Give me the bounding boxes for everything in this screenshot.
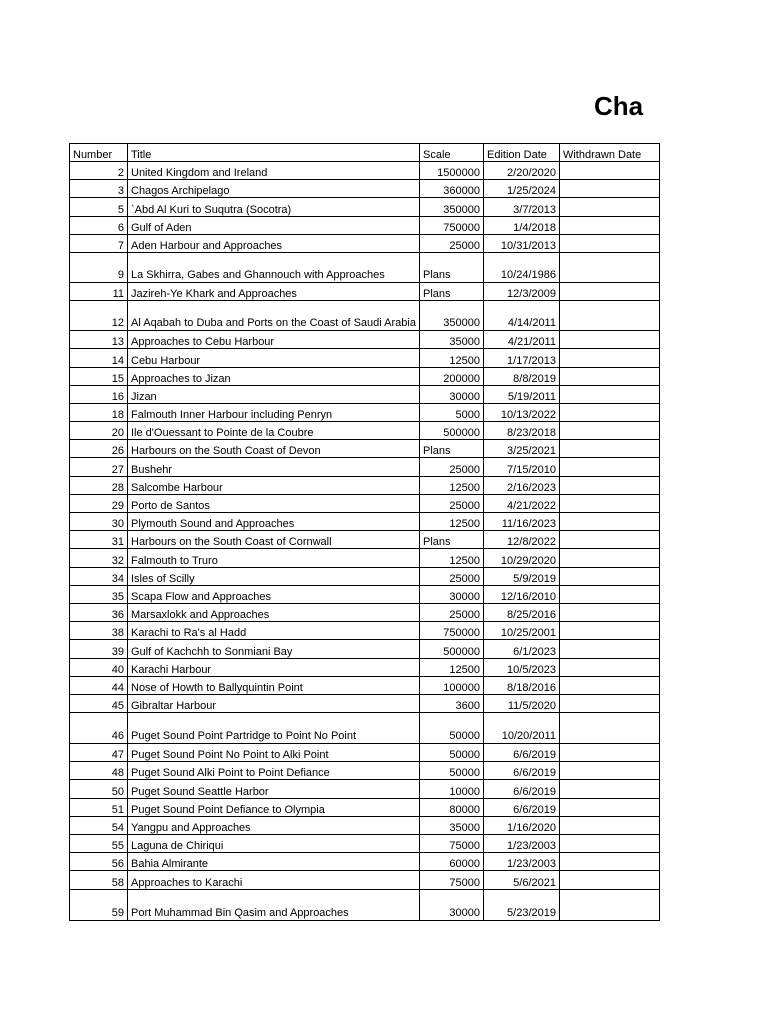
withdrawn-date-cell[interactable] bbox=[559, 252, 659, 282]
table-row bbox=[70, 162, 660, 180]
chart-title-cell[interactable]: Gulf of Kachchh to Sonmiani Bay bbox=[128, 640, 420, 658]
chart-scale-cell[interactable]: 50000 bbox=[419, 762, 483, 780]
withdrawn-date-cell[interactable] bbox=[559, 585, 659, 603]
chart-title-cell[interactable]: Bahia Almirante bbox=[128, 853, 420, 871]
table-row bbox=[70, 422, 660, 440]
chart-scale-cell[interactable]: 35000 bbox=[419, 816, 483, 834]
table-row bbox=[70, 585, 660, 603]
withdrawn-date-cell[interactable] bbox=[559, 458, 659, 476]
chart-title-cell[interactable]: Yangpu and Approaches bbox=[128, 816, 420, 834]
table-row bbox=[70, 744, 660, 762]
chart-scale-cell[interactable]: 12500 bbox=[419, 513, 483, 531]
chart-title-cell[interactable]: Aden Harbour and Approaches bbox=[128, 234, 420, 252]
withdrawn-date-cell[interactable] bbox=[559, 780, 659, 798]
table-row bbox=[70, 385, 660, 403]
chart-scale-cell[interactable]: 12500 bbox=[419, 349, 483, 367]
chart-scale-cell[interactable]: 10000 bbox=[419, 780, 483, 798]
withdrawn-date-cell[interactable] bbox=[559, 871, 659, 889]
chart-title-cell[interactable]: Gulf of Aden bbox=[128, 216, 420, 234]
chart-scale-cell[interactable]: 75000 bbox=[419, 835, 483, 853]
table-row bbox=[70, 494, 660, 512]
chart-number-cell[interactable]: 50 bbox=[70, 780, 128, 798]
edition-date-cell[interactable]: 5/6/2021 bbox=[483, 871, 559, 889]
edition-date-cell[interactable]: 1/23/2003 bbox=[483, 835, 559, 853]
chart-number-cell[interactable]: 35 bbox=[70, 585, 128, 603]
chart-scale-cell[interactable]: 5000 bbox=[419, 403, 483, 421]
edition-date-cell[interactable]: 1/23/2003 bbox=[483, 853, 559, 871]
chart-title-cell[interactable]: La Skhirra, Gabes and Ghannouch with Approaches bbox=[128, 252, 420, 282]
edition-date-cell[interactable]: 1/4/2018 bbox=[483, 216, 559, 234]
edition-date-cell[interactable]: 6/6/2019 bbox=[483, 762, 559, 780]
withdrawn-date-cell[interactable] bbox=[559, 713, 659, 744]
chart-number-cell[interactable]: 54 bbox=[70, 816, 128, 834]
chart-title-cell[interactable]: Marsaxlokk and Approaches bbox=[128, 603, 420, 621]
withdrawn-date-cell[interactable] bbox=[559, 367, 659, 385]
chart-number-cell[interactable]: 44 bbox=[70, 676, 128, 694]
table-row bbox=[70, 835, 660, 853]
chart-number-cell[interactable]: 2 bbox=[70, 162, 128, 180]
edition-date-cell[interactable]: 8/18/2016 bbox=[483, 676, 559, 694]
chart-scale-cell[interactable]: 750000 bbox=[419, 216, 483, 234]
edition-date-cell[interactable]: 1/17/2013 bbox=[483, 349, 559, 367]
edition-date-cell[interactable]: 1/16/2020 bbox=[483, 816, 559, 834]
edition-date-cell[interactable]: 10/13/2022 bbox=[483, 403, 559, 421]
chart-number-cell[interactable]: 36 bbox=[70, 603, 128, 621]
table-body bbox=[70, 162, 660, 921]
table-row bbox=[70, 234, 660, 252]
edition-date-cell[interactable]: 5/23/2019 bbox=[483, 889, 559, 920]
chart-number-cell[interactable]: 18 bbox=[70, 403, 128, 421]
withdrawn-date-cell[interactable] bbox=[559, 234, 659, 252]
table-row bbox=[70, 458, 660, 476]
chart-scale-cell[interactable]: 1500000 bbox=[419, 162, 483, 180]
chart-scale-cell[interactable]: 100000 bbox=[419, 676, 483, 694]
chart-number-cell[interactable]: 11 bbox=[70, 282, 128, 300]
table-row bbox=[70, 367, 660, 385]
withdrawn-date-cell[interactable] bbox=[559, 694, 659, 712]
chart-title-cell[interactable]: Salcombe Harbour bbox=[128, 476, 420, 494]
chart-title-cell[interactable]: Bushehr bbox=[128, 458, 420, 476]
chart-scale-cell[interactable]: 500000 bbox=[419, 422, 483, 440]
table-row bbox=[70, 780, 660, 798]
charts-table bbox=[69, 143, 660, 921]
chart-scale-cell[interactable]: 60000 bbox=[419, 853, 483, 871]
table-row bbox=[70, 640, 660, 658]
edition-date-cell[interactable]: 4/21/2011 bbox=[483, 331, 559, 349]
edition-date-cell[interactable]: 8/23/2018 bbox=[483, 422, 559, 440]
edition-date-cell[interactable]: 12/16/2010 bbox=[483, 585, 559, 603]
chart-scale-cell[interactable]: 3600 bbox=[419, 694, 483, 712]
edition-date-cell[interactable]: 6/6/2019 bbox=[483, 798, 559, 816]
table-row bbox=[70, 301, 660, 331]
withdrawn-date-cell[interactable] bbox=[559, 476, 659, 494]
chart-number-cell[interactable]: 38 bbox=[70, 622, 128, 640]
chart-scale-cell[interactable]: 25000 bbox=[419, 494, 483, 512]
table-row bbox=[70, 816, 660, 834]
chart-number-cell[interactable]: 29 bbox=[70, 494, 128, 512]
chart-scale-cell[interactable]: 50000 bbox=[419, 744, 483, 762]
chart-number-cell[interactable]: 6 bbox=[70, 216, 128, 234]
withdrawn-date-cell[interactable] bbox=[559, 162, 659, 180]
withdrawn-date-cell[interactable] bbox=[559, 835, 659, 853]
table-row bbox=[70, 349, 660, 367]
chart-scale-cell[interactable]: 30000 bbox=[419, 585, 483, 603]
withdrawn-date-cell[interactable] bbox=[559, 549, 659, 567]
chart-number-cell[interactable]: 48 bbox=[70, 762, 128, 780]
edition-date-cell[interactable]: 10/5/2023 bbox=[483, 658, 559, 676]
withdrawn-date-cell[interactable] bbox=[559, 676, 659, 694]
chart-number-cell[interactable]: 13 bbox=[70, 331, 128, 349]
withdrawn-date-cell[interactable] bbox=[559, 422, 659, 440]
chart-scale-cell[interactable]: 750000 bbox=[419, 622, 483, 640]
edition-date-cell[interactable]: 2/20/2020 bbox=[483, 162, 559, 180]
table-row bbox=[70, 198, 660, 216]
chart-number-cell[interactable]: 45 bbox=[70, 694, 128, 712]
chart-title-cell[interactable]: Gibraltar Harbour bbox=[128, 694, 420, 712]
withdrawn-date-cell[interactable] bbox=[559, 349, 659, 367]
edition-date-cell[interactable]: 11/5/2020 bbox=[483, 694, 559, 712]
table-row bbox=[70, 252, 660, 282]
edition-date-cell[interactable]: 4/21/2022 bbox=[483, 494, 559, 512]
chart-scale-cell[interactable]: Plans bbox=[419, 440, 483, 458]
edition-date-cell[interactable]: 10/24/1986 bbox=[483, 252, 559, 282]
withdrawn-date-cell[interactable] bbox=[559, 640, 659, 658]
chart-number-cell[interactable]: 31 bbox=[70, 531, 128, 549]
chart-number-cell[interactable]: 16 bbox=[70, 385, 128, 403]
chart-number-cell[interactable]: 58 bbox=[70, 871, 128, 889]
chart-title-cell[interactable]: Puget Sound Point Defiance to Olympia bbox=[128, 798, 420, 816]
withdrawn-date-cell[interactable] bbox=[559, 513, 659, 531]
chart-title-cell[interactable]: United Kingdom and Ireland bbox=[128, 162, 420, 180]
edition-date-cell[interactable]: 10/31/2013 bbox=[483, 234, 559, 252]
table-row bbox=[70, 622, 660, 640]
withdrawn-date-cell[interactable] bbox=[559, 889, 659, 920]
table-row bbox=[70, 513, 660, 531]
chart-scale-cell[interactable]: Plans bbox=[419, 531, 483, 549]
column-header-scale[interactable]: Scale bbox=[419, 144, 483, 162]
table-row bbox=[70, 658, 660, 676]
withdrawn-date-cell[interactable] bbox=[559, 301, 659, 331]
chart-number-cell[interactable]: 51 bbox=[70, 798, 128, 816]
table-row bbox=[70, 331, 660, 349]
chart-number-cell[interactable]: 14 bbox=[70, 349, 128, 367]
column-header-title[interactable]: Title bbox=[128, 144, 420, 162]
chart-number-cell[interactable]: 56 bbox=[70, 853, 128, 871]
chart-scale-cell[interactable]: 30000 bbox=[419, 889, 483, 920]
chart-number-cell[interactable]: 40 bbox=[70, 658, 128, 676]
chart-title-cell[interactable]: Cebu Harbour bbox=[128, 349, 420, 367]
edition-date-cell[interactable]: 8/25/2016 bbox=[483, 603, 559, 621]
chart-number-cell[interactable]: 12 bbox=[70, 301, 128, 331]
chart-title-cell[interactable]: Ile d'Ouessant to Pointe de la Coubre bbox=[128, 422, 420, 440]
withdrawn-date-cell[interactable] bbox=[559, 798, 659, 816]
chart-title-cell[interactable]: Scapa Flow and Approaches bbox=[128, 585, 420, 603]
chart-title-cell[interactable]: Nose of Howth to Ballyquintin Point bbox=[128, 676, 420, 694]
withdrawn-date-cell[interactable] bbox=[559, 816, 659, 834]
chart-title-cell[interactable]: Puget Sound Alki Point to Point Defiance bbox=[128, 762, 420, 780]
chart-scale-cell[interactable]: 75000 bbox=[419, 871, 483, 889]
withdrawn-date-cell[interactable] bbox=[559, 216, 659, 234]
table-row bbox=[70, 713, 660, 744]
chart-title-cell[interactable]: Harbours on the South Coast of Devon bbox=[128, 440, 420, 458]
edition-date-cell[interactable]: 12/8/2022 bbox=[483, 531, 559, 549]
withdrawn-date-cell[interactable] bbox=[559, 331, 659, 349]
chart-title-cell[interactable]: Approaches to Jizan bbox=[128, 367, 420, 385]
chart-scale-cell[interactable]: 25000 bbox=[419, 567, 483, 585]
edition-date-cell[interactable]: 12/3/2009 bbox=[483, 282, 559, 300]
withdrawn-date-cell[interactable] bbox=[559, 385, 659, 403]
edition-date-cell[interactable]: 3/7/2013 bbox=[483, 198, 559, 216]
chart-title-cell[interactable]: Plymouth Sound and Approaches bbox=[128, 513, 420, 531]
edition-date-cell[interactable]: 6/6/2019 bbox=[483, 744, 559, 762]
chart-title-cell[interactable]: Approaches to Karachi bbox=[128, 871, 420, 889]
chart-title-cell[interactable]: Porto de Santos bbox=[128, 494, 420, 512]
chart-scale-cell[interactable]: 350000 bbox=[419, 301, 483, 331]
edition-date-cell[interactable]: 5/19/2011 bbox=[483, 385, 559, 403]
chart-number-cell[interactable]: 32 bbox=[70, 549, 128, 567]
chart-title-cell[interactable]: Puget Sound Seattle Harbor bbox=[128, 780, 420, 798]
chart-number-cell[interactable]: 26 bbox=[70, 440, 128, 458]
edition-date-cell[interactable]: 5/9/2019 bbox=[483, 567, 559, 585]
chart-title-cell[interactable]: Karachi to Ra's al Hadd bbox=[128, 622, 420, 640]
chart-scale-cell[interactable]: 350000 bbox=[419, 198, 483, 216]
table-row bbox=[70, 603, 660, 621]
table-row bbox=[70, 440, 660, 458]
chart-title-cell[interactable]: Approaches to Cebu Harbour bbox=[128, 331, 420, 349]
withdrawn-date-cell[interactable] bbox=[559, 440, 659, 458]
chart-title-cell[interactable]: Falmouth Inner Harbour including Penryn bbox=[128, 403, 420, 421]
chart-title-cell[interactable]: `Abd Al Kuri to Suqutra (Socotra) bbox=[128, 198, 420, 216]
column-header-number[interactable]: Number bbox=[70, 144, 128, 162]
table-row bbox=[70, 549, 660, 567]
chart-number-cell[interactable]: 39 bbox=[70, 640, 128, 658]
edition-date-cell[interactable]: 7/15/2010 bbox=[483, 458, 559, 476]
withdrawn-date-cell[interactable] bbox=[559, 531, 659, 549]
edition-date-cell[interactable]: 11/16/2023 bbox=[483, 513, 559, 531]
table-row bbox=[70, 798, 660, 816]
chart-number-cell[interactable]: 20 bbox=[70, 422, 128, 440]
chart-number-cell[interactable]: 55 bbox=[70, 835, 128, 853]
chart-title-cell[interactable]: Al Aqabah to Duba and Ports on the Coast of Saudi Arabia bbox=[128, 301, 420, 331]
chart-number-cell[interactable]: 5 bbox=[70, 198, 128, 216]
chart-number-cell[interactable]: 28 bbox=[70, 476, 128, 494]
edition-date-cell[interactable]: 2/16/2023 bbox=[483, 476, 559, 494]
table-row bbox=[70, 403, 660, 421]
chart-title-cell[interactable]: Chagos Archipelago bbox=[128, 180, 420, 198]
chart-scale-cell[interactable]: 80000 bbox=[419, 798, 483, 816]
chart-scale-cell[interactable]: 50000 bbox=[419, 713, 483, 744]
column-header-edition-date[interactable]: Edition Date bbox=[483, 144, 559, 162]
chart-title-cell[interactable]: Karachi Harbour bbox=[128, 658, 420, 676]
chart-number-cell[interactable]: 15 bbox=[70, 367, 128, 385]
table-row bbox=[70, 476, 660, 494]
chart-number-cell[interactable]: 59 bbox=[70, 889, 128, 920]
table-row bbox=[70, 676, 660, 694]
edition-date-cell[interactable]: 4/14/2011 bbox=[483, 301, 559, 331]
chart-scale-cell[interactable]: 25000 bbox=[419, 603, 483, 621]
chart-number-cell[interactable]: 9 bbox=[70, 252, 128, 282]
withdrawn-date-cell[interactable] bbox=[559, 622, 659, 640]
header-row bbox=[70, 144, 660, 162]
withdrawn-date-cell[interactable] bbox=[559, 603, 659, 621]
chart-scale-cell[interactable]: 12500 bbox=[419, 658, 483, 676]
chart-title-cell[interactable]: Falmouth to Truro bbox=[128, 549, 420, 567]
chart-scale-cell[interactable]: 25000 bbox=[419, 234, 483, 252]
column-header-withdrawn-date[interactable]: Withdrawn Date bbox=[559, 144, 659, 162]
page-title: Cha bbox=[594, 91, 644, 121]
chart-title-cell[interactable]: Port Muhammad Bin Qasim and Approaches bbox=[128, 889, 420, 920]
edition-date-cell[interactable]: 1/25/2024 bbox=[483, 180, 559, 198]
chart-number-cell[interactable]: 3 bbox=[70, 180, 128, 198]
chart-number-cell[interactable]: 27 bbox=[70, 458, 128, 476]
chart-scale-cell[interactable]: 360000 bbox=[419, 180, 483, 198]
chart-scale-cell[interactable]: 12500 bbox=[419, 549, 483, 567]
chart-title-cell[interactable]: Puget Sound Point No Point to Alki Point bbox=[128, 744, 420, 762]
chart-number-cell[interactable]: 34 bbox=[70, 567, 128, 585]
chart-scale-cell[interactable]: 500000 bbox=[419, 640, 483, 658]
chart-title-cell[interactable]: Isles of Scilly bbox=[128, 567, 420, 585]
withdrawn-date-cell[interactable] bbox=[559, 198, 659, 216]
table-row bbox=[70, 282, 660, 300]
table-row bbox=[70, 567, 660, 585]
edition-date-cell[interactable]: 6/6/2019 bbox=[483, 780, 559, 798]
chart-scale-cell[interactable]: Plans bbox=[419, 282, 483, 300]
table-row bbox=[70, 694, 660, 712]
chart-number-cell[interactable]: 46 bbox=[70, 713, 128, 744]
edition-date-cell[interactable]: 10/29/2020 bbox=[483, 549, 559, 567]
withdrawn-date-cell[interactable] bbox=[559, 403, 659, 421]
chart-number-cell[interactable]: 7 bbox=[70, 234, 128, 252]
withdrawn-date-cell[interactable] bbox=[559, 494, 659, 512]
chart-number-cell[interactable]: 47 bbox=[70, 744, 128, 762]
chart-scale-cell[interactable]: 25000 bbox=[419, 458, 483, 476]
table-row bbox=[70, 531, 660, 549]
edition-date-cell[interactable]: 10/20/2011 bbox=[483, 713, 559, 744]
edition-date-cell[interactable]: 8/8/2019 bbox=[483, 367, 559, 385]
chart-title-cell[interactable]: Laguna de Chiriqui bbox=[128, 835, 420, 853]
withdrawn-date-cell[interactable] bbox=[559, 567, 659, 585]
chart-scale-cell[interactable]: 30000 bbox=[419, 385, 483, 403]
withdrawn-date-cell[interactable] bbox=[559, 744, 659, 762]
edition-date-cell[interactable]: 6/1/2023 bbox=[483, 640, 559, 658]
withdrawn-date-cell[interactable] bbox=[559, 282, 659, 300]
withdrawn-date-cell[interactable] bbox=[559, 180, 659, 198]
chart-title-cell[interactable]: Puget Sound Point Partridge to Point No Point bbox=[128, 713, 420, 744]
chart-number-cell[interactable]: 30 bbox=[70, 513, 128, 531]
table-row bbox=[70, 853, 660, 871]
withdrawn-date-cell[interactable] bbox=[559, 853, 659, 871]
edition-date-cell[interactable]: 10/25/2001 bbox=[483, 622, 559, 640]
table-row bbox=[70, 180, 660, 198]
chart-scale-cell[interactable]: 200000 bbox=[419, 367, 483, 385]
table-row bbox=[70, 762, 660, 780]
table-row bbox=[70, 871, 660, 889]
chart-title-cell[interactable]: Jizan bbox=[128, 385, 420, 403]
chart-scale-cell[interactable]: 12500 bbox=[419, 476, 483, 494]
chart-scale-cell[interactable]: Plans bbox=[419, 252, 483, 282]
table-row bbox=[70, 889, 660, 920]
table-row bbox=[70, 216, 660, 234]
withdrawn-date-cell[interactable] bbox=[559, 762, 659, 780]
chart-title-cell[interactable]: Jazireh-Ye Khark and Approaches bbox=[128, 282, 420, 300]
chart-scale-cell[interactable]: 35000 bbox=[419, 331, 483, 349]
edition-date-cell[interactable]: 3/25/2021 bbox=[483, 440, 559, 458]
withdrawn-date-cell[interactable] bbox=[559, 658, 659, 676]
chart-title-cell[interactable]: Harbours on the South Coast of Cornwall bbox=[128, 531, 420, 549]
